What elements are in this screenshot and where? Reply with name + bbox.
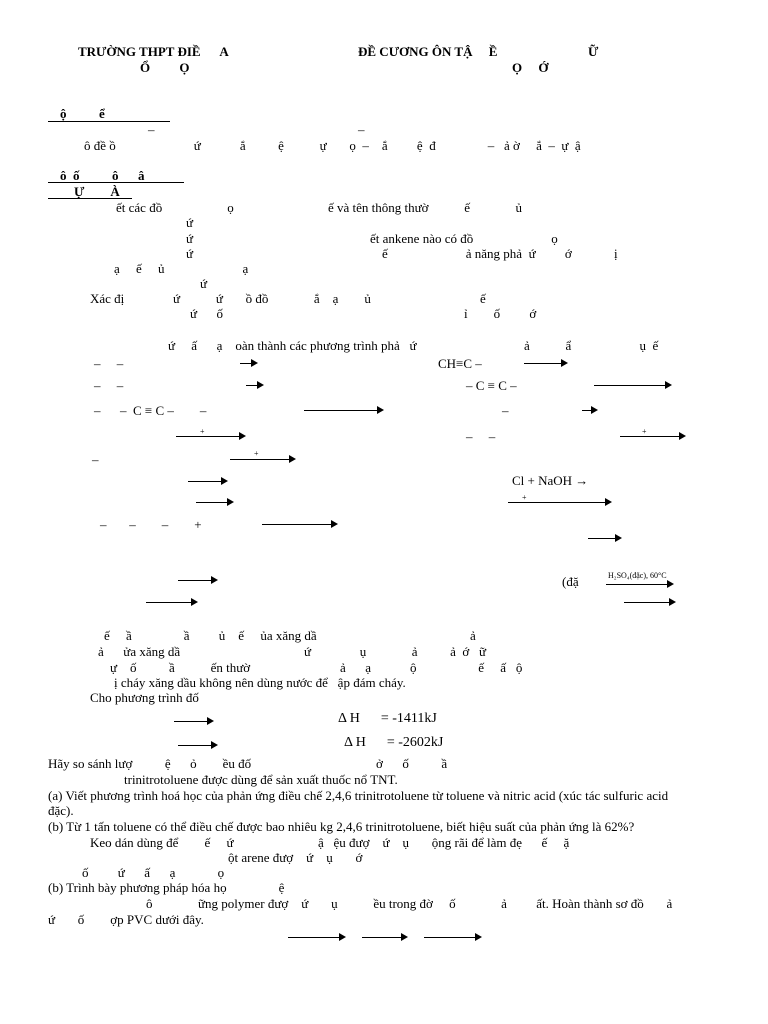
pvc-scheme-arrow-3: [424, 933, 482, 943]
gasoline-line-5: Cho phương trình đố: [90, 690, 199, 705]
question-line-8b: ỉ ố ớ: [464, 306, 537, 321]
reaction-3-arrow: [304, 406, 384, 416]
reaction-1-left: – –: [94, 356, 124, 371]
reaction-7-plus: +: [522, 493, 527, 502]
reaction-8-left: – – – +: [100, 517, 202, 532]
reaction-7b-arrow: [508, 498, 612, 508]
pvc-line-1: ô ững polymer đượ ứ ụ ều trong đờ ố ả ất. Hoàn thành sơ đồ ả: [146, 896, 673, 911]
section2-subheading-rule: [48, 198, 132, 199]
section2-heading: ô ố ô â: [60, 168, 145, 183]
reaction-1b-arrow: [524, 359, 568, 369]
question-line-9a: ứ ấ ạ oàn thành các phương trình phả ứ: [168, 338, 417, 353]
question-line-5: ạ ế ủ ạ: [114, 261, 249, 276]
reaction-10-condition-label: (đặ: [562, 574, 579, 589]
reaction-10b-arrow: [606, 580, 674, 590]
question-line-4a: ứ: [186, 246, 194, 261]
reaction-3-right: –: [502, 403, 509, 418]
section1-dash-right: –: [358, 122, 365, 137]
glue-line-2: ột arene đượ ứ ụ ớ: [228, 850, 363, 865]
reaction-2-arrow: [246, 381, 264, 391]
reaction-4b-plus-mark: +: [642, 427, 647, 436]
question-line-3a: ứ: [186, 231, 194, 246]
section1-heading: ộ ể: [60, 106, 105, 121]
combustion-2-enthalpy: Δ H = -2602kJ: [344, 735, 444, 750]
reaction-3b-arrow: [582, 406, 598, 416]
gasoline-line-3: ự ố ầ ến thườ: [110, 660, 251, 675]
glue-question-b: (b) Trình bày phương pháp hóa họ ệ: [48, 880, 285, 895]
gasoline-line-4: ị cháy xăng dầu không nên dùng nước để ập đám cháy.: [114, 675, 406, 690]
reaction-4-arrow: [176, 432, 246, 442]
question-line-2: ứ: [186, 215, 194, 230]
document-title-mark: Ữ: [588, 44, 599, 59]
gasoline-line-3b: ả ạ ộ ế ấ ộ: [340, 660, 523, 675]
glue-line-3: ố ứ ấ ạ ọ: [82, 865, 225, 880]
glue-line-1: Keo dán dùng để ế ứ ậ ệu đượ ứ ụ ộng rãi để làm đẹ ế ặ: [90, 835, 570, 850]
tnt-question-b: (b) Từ 1 tấn toluene có thể điều chế được bao nhiêu kg 2,4,6 trinitrotoluene, biết hiệu suất của phản ứng là 62%?: [48, 819, 635, 834]
reaction-10-condition: H₂SO₄(đặc), 60°C: [608, 571, 667, 580]
tnt-intro: trinitrotoluene được dùng để sản xuất thuốc nổ TNT.: [124, 772, 398, 787]
combustion-1-arrow: [174, 717, 214, 727]
reaction-5-left: –: [92, 452, 99, 467]
reaction-1-right: CH≡C –: [438, 356, 482, 371]
gasoline-line-2: ả ửa xăng dầ: [98, 644, 181, 659]
reaction-5-arrow: [230, 455, 296, 465]
pvc-line-2: ứ ố ợp PVC dưới đây.: [48, 912, 204, 927]
reaction-2-left: – –: [94, 378, 124, 393]
reaction-4-right: – –: [466, 429, 496, 444]
question-line-9b: ả ẩ ụ ế: [524, 338, 659, 353]
combustion-2-arrow: [178, 741, 218, 751]
reaction-6-arrow: [188, 477, 228, 487]
section2-subheading: Ự À: [74, 184, 120, 199]
reaction-11-arrow: [146, 598, 198, 608]
reaction-4b-arrow: [620, 432, 686, 442]
section2-heading-rule: [48, 182, 184, 183]
reaction-11b-arrow: [624, 598, 676, 608]
section1-dash-left: –: [148, 122, 155, 137]
section1-content: ô đề ồ ứ ắ ệ ự ọ – ắ ệ đ – ả ờ ắ – ự ậ: [84, 138, 581, 153]
question-line-4b: ế ả năng phả ứ ớ ị: [382, 246, 618, 261]
compare-line-1: Hãy so sánh lượ ệ ỏ ều đố: [48, 756, 252, 771]
question-line-7b: ế: [480, 291, 486, 306]
compare-line-1b: ở ố ầ: [376, 756, 448, 771]
reaction-9-arrow: [588, 534, 622, 544]
question-line-1: ết các đồ ọ ế và tên thông thườ ế ủ: [116, 200, 523, 215]
reaction-1-arrow: [240, 359, 258, 369]
reaction-2-right: – C ≡ C –: [466, 378, 517, 393]
combustion-1-enthalpy: Δ H = -1411kJ: [338, 711, 437, 726]
school-name: TRƯỜNG THPT ĐIỀ A: [78, 44, 229, 59]
tnt-question-a-cont: đặc).: [48, 803, 74, 818]
reaction-4-plus-mark: +: [200, 427, 205, 436]
school-name-line2: Ổ Ọ: [140, 60, 190, 75]
gasoline-line-1b: ả: [470, 628, 476, 643]
question-line-3b: ết ankene nào có đồ ọ: [370, 231, 558, 246]
reaction-7-arrow: [196, 498, 234, 508]
reaction-8-arrow: [262, 520, 338, 530]
question-line-7a: Xác đị ứ ứ ồ đồ ắ ạ ủ: [90, 291, 371, 306]
reaction-2b-arrow: [594, 381, 672, 391]
pvc-scheme-arrow-1: [288, 933, 346, 943]
reaction-10-arrow: [178, 576, 218, 586]
pvc-scheme-arrow-2: [362, 933, 408, 943]
document-title-line2: Ọ Ớ: [512, 60, 549, 75]
question-line-8a: ứ ố: [190, 306, 224, 321]
gasoline-line-2b: ứ ụ ả ả ớ ữ: [304, 644, 487, 659]
reaction-6-right: Cl + NaOH →: [512, 473, 589, 488]
reaction-3-left: – – C ≡ C – –: [94, 403, 207, 418]
tnt-question-a: (a) Viết phương trình hoá học của phản ứng điều chế 2,4,6 trinitrotoluene từ toluene và nitric acid (xúc tác sulfuric acid: [48, 788, 669, 803]
reaction-5-plus-mark: +: [254, 449, 259, 458]
document-title: ĐỀ CƯƠNG ÔN TẬ Ề: [358, 44, 498, 59]
question-line-6: ứ: [200, 276, 208, 291]
gasoline-line-1: ế ầ ầ ủ ế ủa xăng dầ: [104, 628, 317, 643]
